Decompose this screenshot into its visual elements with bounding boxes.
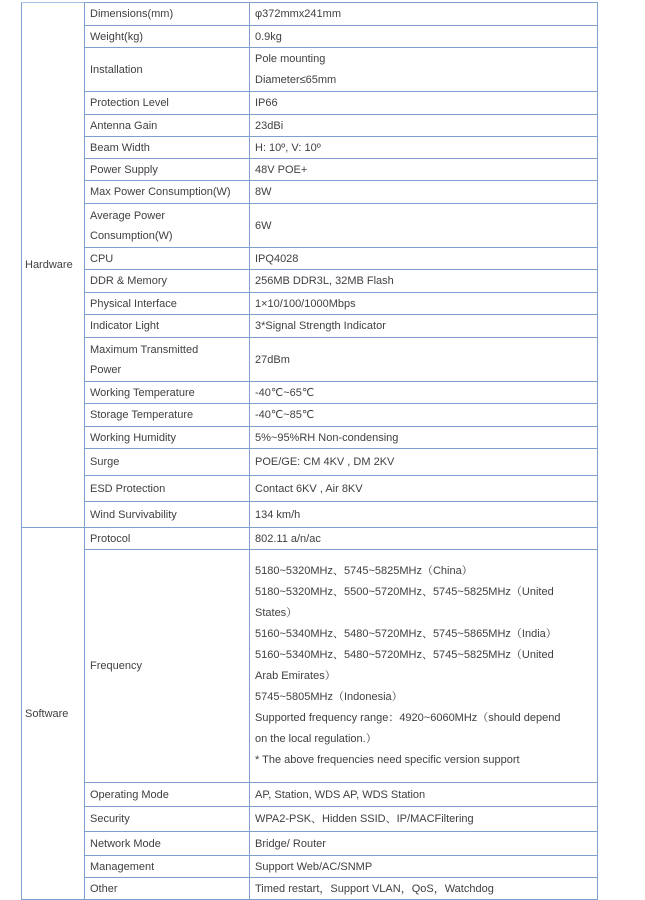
spec-name: Working Humidity	[85, 427, 250, 449]
spec-value	[250, 48, 598, 92]
spec-name: Weight(kg)	[85, 26, 250, 48]
hardware-row-weight-kg	[22, 26, 598, 48]
spec-name: DDR & Memory	[85, 270, 250, 293]
spec-name: Security	[85, 807, 250, 832]
spec-table-body	[22, 3, 598, 900]
spec-name: Installation	[85, 48, 250, 92]
spec-value: 5%~95%RH Non-condensing	[250, 427, 598, 449]
spec-value-line: 5160~5340MHz、5480~5720MHz、5745~5825MHz（United	[255, 649, 554, 661]
spec-value-line: 5180~5320MHz、5745~5825MHz（China）	[255, 565, 473, 577]
spec-name: Network Mode	[85, 832, 250, 856]
spec-name: Dimensions(mm)	[85, 3, 250, 26]
hardware-row-antenna-gain	[22, 115, 598, 137]
hardware-row-storage-temperature	[22, 404, 598, 427]
hardware-row-beam-width	[22, 137, 598, 159]
spec-value: Bridge/ Router	[250, 832, 598, 856]
spec-value: 23dBi	[250, 115, 598, 137]
spec-name: Physical Interface	[85, 293, 250, 315]
hardware-row-esd-protection	[22, 476, 598, 502]
spec-table	[21, 2, 598, 900]
spec-value: 8W	[250, 181, 598, 204]
hardware-row-dimensions-mm	[22, 3, 598, 26]
spec-value: φ372mmx241mm	[250, 3, 598, 26]
spec-value: 3*Signal Strength Indicator	[250, 315, 598, 338]
hardware-row-max-power-consumption-w	[22, 181, 598, 204]
software-row-operating-mode	[22, 783, 598, 807]
hardware-row-cpu	[22, 248, 598, 270]
spec-value: POE/GE: CM 4KV , DM 2KV	[250, 449, 598, 476]
hardware-row-protection-level	[22, 92, 598, 115]
software-row-management	[22, 856, 598, 878]
spec-value	[250, 550, 598, 783]
hardware-row-maximum-transmitted-power	[22, 338, 598, 382]
spec-value-line: 5180~5320MHz、5500~5720MHz、5745~5825MHz（United	[255, 586, 554, 598]
spec-value: 48V POE+	[250, 159, 598, 181]
spec-name: Max Power Consumption(W)	[85, 181, 250, 204]
hardware-row-indicator-light	[22, 315, 598, 338]
spec-value: 0.9kg	[250, 26, 598, 48]
spec-value-line: 5160~5340MHz、5480~5720MHz、5745~5865MHz（India）	[255, 628, 557, 640]
spec-name: Protocol	[85, 528, 250, 550]
spec-value-line: Pole mounting	[255, 52, 326, 65]
spec-value: -40℃~85℃	[250, 404, 598, 427]
hardware-row-surge	[22, 449, 598, 476]
hardware-row-wind-survivability	[22, 502, 598, 528]
spec-value-line: States）	[255, 607, 298, 619]
spec-value-line: Diameter≤65mm	[255, 73, 337, 86]
spec-value: H: 10º, V: 10º	[250, 137, 598, 159]
spec-value: Contact 6KV , Air 8KV	[250, 476, 598, 502]
hardware-row-working-temperature	[22, 382, 598, 404]
software-category-label: Software	[22, 528, 85, 900]
hardware-row-physical-interface	[22, 293, 598, 315]
spec-value-line: on the local regulation.）	[255, 733, 377, 745]
spec-value: AP, Station, WDS AP, WDS Station	[250, 783, 598, 807]
spec-name: Other	[85, 878, 250, 900]
spec-name: Protection Level	[85, 92, 250, 115]
spec-name: Maximum Transmitted Power	[85, 338, 250, 382]
spec-name: Antenna Gain	[85, 115, 250, 137]
software-row-security	[22, 807, 598, 832]
spec-value: 134 km/h	[250, 502, 598, 528]
software-row-other	[22, 878, 598, 900]
spec-name: Average Power Consumption(W)	[85, 204, 250, 248]
spec-value: WPA2-PSK、Hidden SSID、IP/MACFiltering	[250, 807, 598, 832]
hardware-category-label: Hardware	[22, 3, 85, 528]
spec-value: IPQ4028	[250, 248, 598, 270]
spec-name: CPU	[85, 248, 250, 270]
spec-value: Support Web/AC/SNMP	[250, 856, 598, 878]
software-row-frequency	[22, 550, 598, 783]
spec-value: 802.11 a/n/ac	[250, 528, 598, 550]
spec-value: 256MB DDR3L, 32MB Flash	[250, 270, 598, 293]
spec-name: Working Temperature	[85, 382, 250, 404]
spec-value-line: Arab Emirates）	[255, 670, 336, 682]
spec-name: Power Supply	[85, 159, 250, 181]
spec-name: Storage Temperature	[85, 404, 250, 427]
spec-value: 27dBm	[250, 338, 598, 382]
software-row-protocol	[22, 528, 598, 550]
spec-name: Wind Survivability	[85, 502, 250, 528]
spec-name: Indicator Light	[85, 315, 250, 338]
hardware-row-average-power-consumption-w	[22, 204, 598, 248]
hardware-row-working-humidity	[22, 427, 598, 449]
spec-value: IP66	[250, 92, 598, 115]
spec-name: Frequency	[85, 550, 250, 783]
spec-name: ESD Protection	[85, 476, 250, 502]
spec-name: Beam Width	[85, 137, 250, 159]
hardware-row-ddr-memory	[22, 270, 598, 293]
hardware-row-power-supply	[22, 159, 598, 181]
spec-name: Management	[85, 856, 250, 878]
spec-value-line: Supported frequency range：4920~6060MHz（should depend	[255, 712, 561, 724]
hardware-row-installation	[22, 48, 598, 92]
spec-name: Operating Mode	[85, 783, 250, 807]
spec-value: 1×10/100/1000Mbps	[250, 293, 598, 315]
spec-value: 6W	[250, 204, 598, 248]
spec-value-line: 5745~5805MHz（Indonesia）	[255, 691, 403, 703]
software-row-network-mode	[22, 832, 598, 856]
spec-value: Timed restart，Support VLAN，QoS，Watchdog	[250, 878, 598, 900]
spec-value: -40℃~65℃	[250, 382, 598, 404]
spec-value-line: * The above frequencies need specific version support	[255, 754, 520, 766]
spec-name: Surge	[85, 449, 250, 476]
